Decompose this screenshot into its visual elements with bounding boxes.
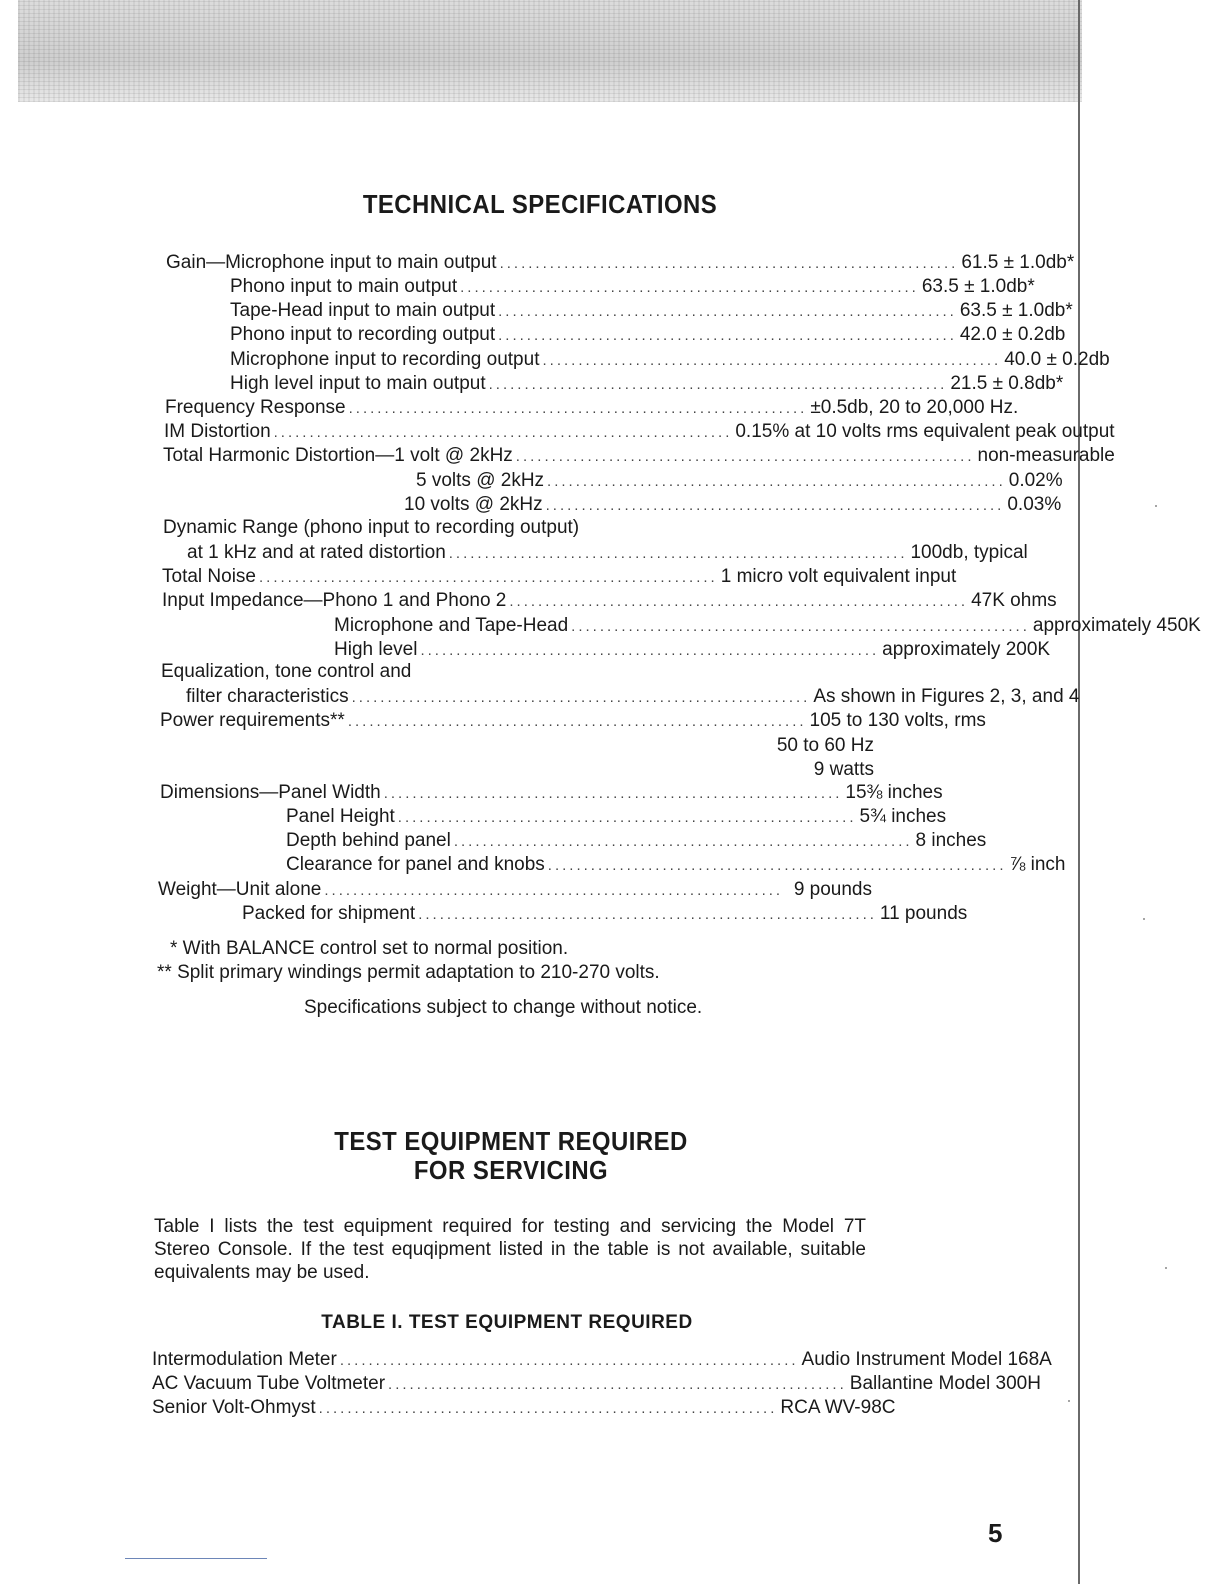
spec-row: at 1 kHz and at rated distortion ................................................................ 100db, typical <box>187 542 1028 563</box>
spec-value-extra: 50 to 60 Hz <box>776 735 874 756</box>
spec-row: Total Noise ................................................................ 1 micro volt equivalent input <box>162 566 957 587</box>
spec-row: Power requirements** ................................................................ 105 to 130 volts, rms <box>160 710 986 731</box>
scan-speck <box>1155 505 1157 507</box>
page-number: 5 <box>988 1518 1003 1548</box>
spec-label: Equalization, tone control and <box>161 661 412 682</box>
spec-label: Dynamic Range (phono input to recording output) <box>163 517 580 538</box>
scan-speck <box>1165 1267 1167 1269</box>
spec-value-extra: 9 watts <box>813 759 874 780</box>
footnote: * With BALANCE control set to normal position. <box>170 938 569 959</box>
spec-row: Microphone and Tape-Head ................................................................ approximately 450K <box>334 615 1201 636</box>
equipment-row: AC Vacuum Tube Voltmeter ................................................................ Ballantine Model 300H <box>152 1373 1041 1394</box>
spec-row: Packed for shipment ................................................................ 11 pounds <box>242 903 968 924</box>
scan-shading <box>18 0 1082 102</box>
test-equipment-heading-line2: FOR SERVICING <box>413 1155 609 1185</box>
spec-row: Phono input to main output ................................................................ 63.5 ± 1.0db* <box>230 276 1035 297</box>
spec-row: Weight—Unit alone ................................................................ 9 pounds <box>158 879 872 900</box>
equipment-row: Intermodulation Meter ................................................................ Audio Instrument Model 168A <box>152 1349 1052 1370</box>
spec-row: Tape-Head input to main output ................................................................ 63.5 ± 1.0db* <box>230 300 1073 321</box>
spec-row: High level input to main output ................................................................ 21.5 ± 0.8db* <box>230 373 1064 394</box>
table-title: TABLE I. TEST EQUIPMENT REQUIRED <box>321 1312 693 1333</box>
notice: Specifications subject to change without notice. <box>304 997 703 1018</box>
page-edge-line <box>1078 0 1080 1584</box>
spec-row: High level ................................................................ approximately 200K <box>334 639 1051 660</box>
spec-row: Frequency Response ................................................................ ±0.5db, 20 to 20,000 Hz. <box>165 397 1019 418</box>
scan-speck <box>1068 1400 1070 1402</box>
spec-row: Total Harmonic Distortion—1 volt @ 2kHz ................................................................ non-measurable <box>163 445 1115 466</box>
bottom-rule <box>125 1558 267 1559</box>
spec-row: Phono input to recording output ................................................................ 42.0 ± 0.2db <box>230 324 1066 345</box>
intro-paragraph: Table I lists the test equipment required for testing and servicing the Model 7T Stereo Console. If the test equqipment listed in the table is not available, suitable equivalents may be used. <box>154 1216 866 1283</box>
spec-row: 10 volts @ 2kHz ................................................................ 0.03% <box>404 494 1062 515</box>
spec-row: 5 volts @ 2kHz ................................................................ 0.02% <box>416 470 1063 491</box>
spec-row: Gain—Microphone input to main output ................................................................ 61.5 ± 1.0db* <box>166 252 1075 273</box>
specs-heading: TECHNICAL SPECIFICATIONS <box>362 189 718 219</box>
spec-row: Input Impedance—Phono 1 and Phono 2 ................................................................ 47K ohms <box>162 590 1057 611</box>
test-equipment-heading: TEST EQUIPMENT REQUIRED <box>334 1126 688 1156</box>
spec-row: Panel Height ................................................................ 5¾ inches <box>286 806 947 827</box>
spec-row: IM Distortion ................................................................ 0.15% at 10 volts rms equivalent peak output <box>164 421 1115 442</box>
spec-row: Depth behind panel ................................................................ 8 inches <box>286 830 987 851</box>
footnote: ** Split primary windings permit adaptation to 210-270 volts. <box>157 962 660 983</box>
spec-row: Microphone input to recording output ................................................................ 40.0 ± 0.2db <box>230 349 1110 370</box>
spec-row: filter characteristics ................................................................ As shown in Figures 2, 3, and 4 <box>186 686 1080 707</box>
equipment-row: Senior Volt-Ohmyst ................................................................ RCA WV-98C <box>152 1397 896 1418</box>
spec-row: Dimensions—Panel Width ................................................................ 15⅜ inches <box>160 782 943 803</box>
scan-speck <box>1143 918 1145 920</box>
spec-row: Clearance for panel and knobs ................................................................ ⅞ inch <box>286 854 1066 875</box>
